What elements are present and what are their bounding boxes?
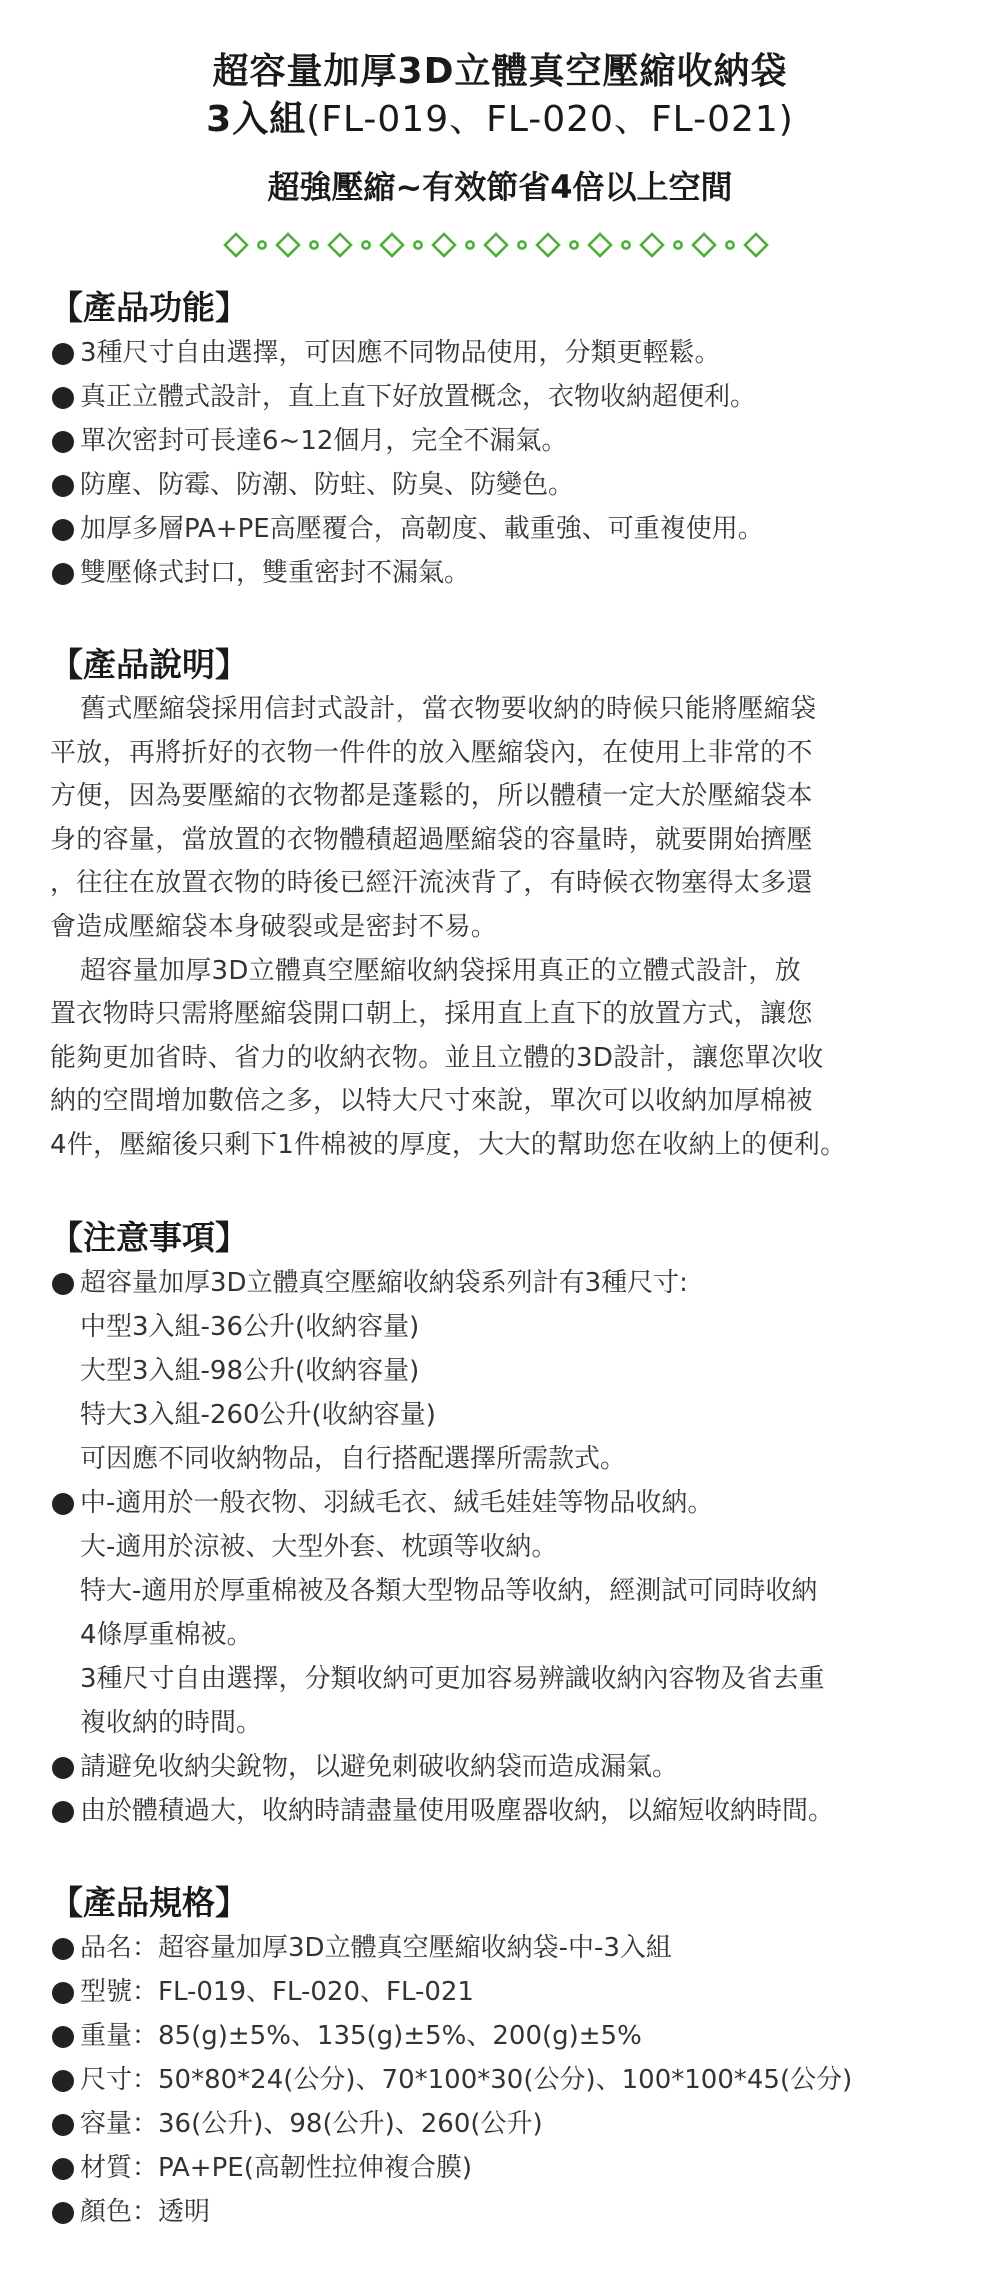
description-line: ，往往在放置衣物的時後已經汗流浹背了，有時候衣物塞得太多還 (50, 868, 813, 899)
section-title-description: 【產品說明】 (50, 645, 248, 684)
note-item: 超容量加厚3D立體真空壓縮收納袋系列計有3種尺寸: (50, 1261, 950, 1305)
note-subitem: 4條厚重棉被。 (80, 1619, 253, 1650)
specs-section (50, 1880, 950, 2234)
description-line: 方便，因為要壓縮的衣物都是蓬鬆的，所以體積一定大於壓縮袋本 (50, 781, 813, 812)
description-line: 平放，再將折好的衣物一件件的放入壓縮袋內，在使用上非常的不 (50, 737, 813, 768)
dot-shape (518, 241, 525, 248)
set-count: 3入組 (206, 99, 307, 140)
model-codes: (FL-019、FL-020、FL-021) (306, 99, 794, 140)
section-title-specs: 【產品規格】 (50, 1882, 248, 1922)
note-subitem: 可因應不同收納物品，自行搭配選擇所需款式。 (80, 1443, 627, 1474)
notes-section (50, 1215, 950, 1833)
diamond-shape (277, 234, 299, 256)
spec-item: 重量：85(g)±5%、135(g)±5%、200(g)±5% (50, 2014, 950, 2058)
feature-item: 防塵、防霉、防潮、防蛀、防臭、防變色。 (50, 463, 950, 507)
product-subtitle: 超強壓縮~有效節省4倍以上空間 (267, 168, 733, 206)
dot-shape (674, 241, 681, 248)
dot-shape (726, 241, 733, 248)
dot-shape (310, 241, 317, 248)
note-subitem: 大型3入組-98公升(收納容量) (80, 1355, 420, 1386)
diamond-shape (381, 234, 403, 256)
dot-shape (258, 241, 265, 248)
description-line: 4件，壓縮後只剩下1件棉被的厚度，大大的幫助您在收納上的便利。 (50, 1129, 847, 1160)
diamond-shape (693, 234, 715, 256)
description-line: 置衣物時只需將壓縮袋開口朝上，採用直上直下的放置方式，讓您 (50, 999, 813, 1030)
product-models-line (0, 96, 1000, 144)
features-section (50, 285, 950, 595)
note-item: 由於體積過大，收納時請盡量使用吸塵器收納，以縮短收納時間。 (50, 1789, 950, 1833)
diamond-shape (225, 234, 247, 256)
feature-item: 單次密封可長達6~12個月，完全不漏氣。 (50, 419, 950, 463)
spec-item: 顏色：透明 (50, 2190, 950, 2234)
diamond-divider (220, 225, 780, 265)
feature-item: 雙壓條式封口，雙重密封不漏氣。 (50, 551, 950, 595)
dot-shape (466, 241, 473, 248)
description-line: 舊式壓縮袋採用信封式設計，當衣物要收納的時候只能將壓縮袋 (80, 694, 817, 724)
note-subitem: 大-適用於涼被、大型外套、枕頭等收納。 (80, 1531, 558, 1562)
dot-shape (570, 241, 577, 248)
diamond-shape (589, 234, 611, 256)
note-subitem: 複收納的時間。 (80, 1707, 263, 1738)
note-item: 請避免收納尖銳物，以避免刺破收納袋而造成漏氣。 (50, 1745, 950, 1789)
header (0, 48, 1000, 208)
spec-item: 型號：FL-019、FL-020、FL-021 (50, 1970, 950, 2014)
description-section (50, 642, 950, 1168)
diamond-shape (485, 234, 507, 256)
spec-item: 品名：超容量加厚3D立體真空壓縮收納袋-中-3入組 (50, 1926, 950, 1970)
feature-item: 真正立體式設計，直上直下好放置概念，衣物收納超便利。 (50, 375, 950, 419)
spec-item: 尺寸：50*80*24(公分)、70*100*30(公分)、100*100*45(公分) (50, 2058, 950, 2102)
diamond-shape (433, 234, 455, 256)
feature-item: 加厚多層PA+PE高壓覆合，高韌度、載重強、可重複使用。 (50, 507, 950, 551)
description-line: 納的空間增加數倍之多，以特大尺寸來說，單次可以收納加厚棉被 (50, 1086, 813, 1117)
note-subitem: 特大3入組-260公升(收納容量) (80, 1399, 436, 1430)
section-title-notes: 【注意事項】 (50, 1217, 248, 1257)
section-title-features: 【產品功能】 (50, 288, 248, 327)
product-title: 超容量加厚3D立體真空壓縮收納袋 (212, 51, 788, 92)
dot-shape (414, 241, 421, 248)
description-line: 能夠更加省時、省力的收納衣物。並且立體的3D設計，讓您單次收 (50, 1042, 824, 1073)
note-subitem: 中型3入組-36公升(收納容量) (80, 1311, 420, 1342)
note-item: 中-適用於一般衣物、羽絨毛衣、絨毛娃娃等物品收納。 (50, 1481, 950, 1525)
dot-shape (362, 241, 369, 248)
description-line: 會造成壓縮袋本身破裂或是密封不易。 (50, 911, 498, 942)
description-line: 超容量加厚3D立體真空壓縮收納袋採用真正的立體式設計，放 (80, 955, 801, 986)
diamond-shape (329, 234, 351, 256)
note-subitem: 3種尺寸自由選擇，分類收納可更加容易辨識收納內容物及省去重 (80, 1663, 825, 1694)
diamond-shape (641, 234, 663, 256)
diamond-shape (745, 234, 767, 256)
content (50, 285, 950, 2281)
spec-item: 材質：PA+PE(高韌性拉伸複合膜) (50, 2146, 950, 2190)
spec-item: 容量：36(公升)、98(公升)、260(公升) (50, 2102, 950, 2146)
description-line: 身的容量，當放置的衣物體積超過壓縮袋的容量時，就要開始擠壓 (50, 824, 813, 855)
feature-item: 3種尺寸自由選擇，可因應不同物品使用，分類更輕鬆。 (50, 331, 950, 375)
note-subitem: 特大-適用於厚重棉被及各類大型物品等收納，經測試可同時收納 (80, 1575, 818, 1606)
dot-shape (622, 241, 629, 248)
diamond-shape (537, 234, 559, 256)
